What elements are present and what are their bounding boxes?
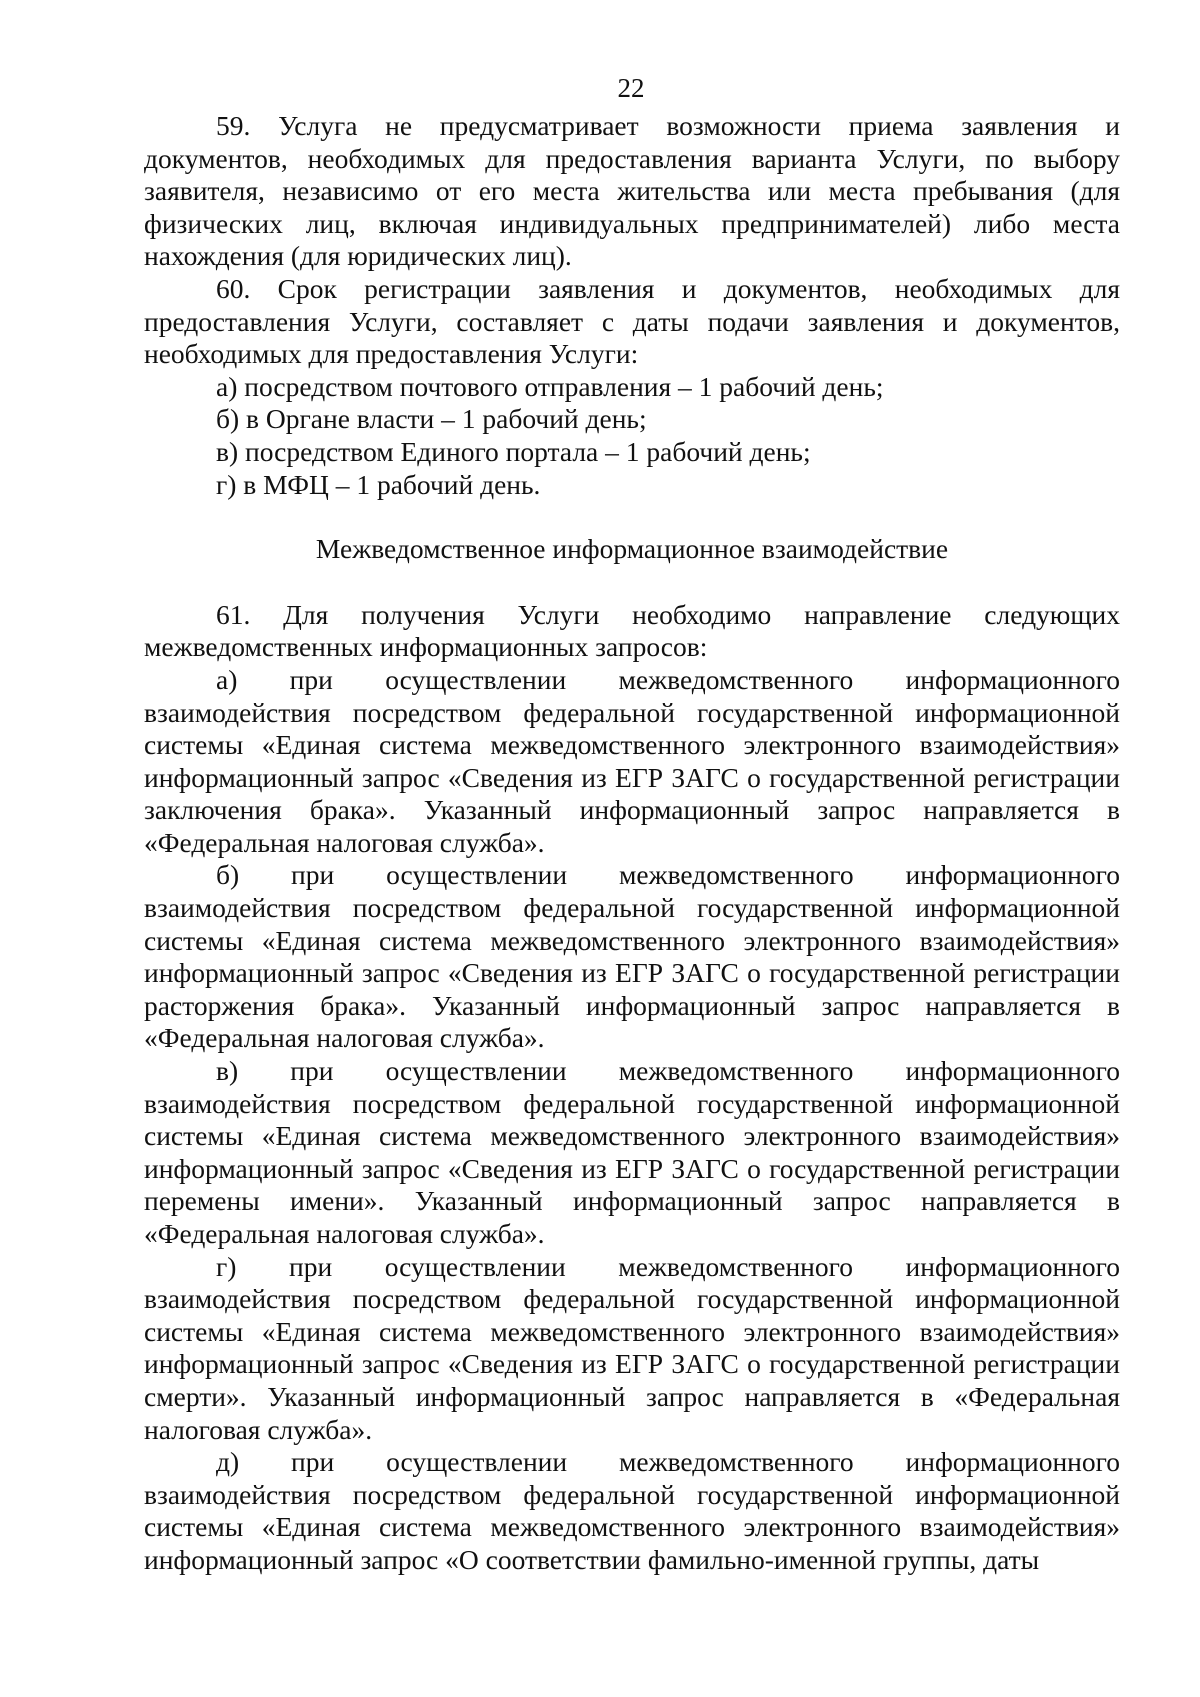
- paragraph-60-item-a: а) посредством почтового отправления – 1 рабочий день;: [216, 370, 884, 402]
- section-heading: Межведомственное информационное взаимодействие: [315, 533, 949, 565]
- paragraph-60: 60. Срок регистрации заявления и документов, необходимых для предоставления Услуги, составляет с даты подачи заявления и документов, необходимых для предоставления Услуги:: [144, 272, 1120, 370]
- paragraph-60-item-g: г) в МФЦ – 1 рабочий день.: [216, 468, 541, 500]
- paragraph-60-item-v: в) посредством Единого портала – 1 рабочий день;: [216, 435, 811, 467]
- paragraph-61-item-v: в) при осуществлении межведомственного информационного взаимодействия посредством федеральной государственной информационной системы «Единая система межведомственного электронного взаимодействия» информационный запрос «Сведения из ЕГР ЗАГС о государственной регистрации перемены имени». Указанный информационный запрос направляется в «Федеральная налоговая служба».: [144, 1055, 1120, 1249]
- paragraph-61: 61. Для получения Услуги необходимо направление следующих межведомственных информационных запросов:: [144, 598, 1120, 663]
- paragraph-61-item-g: г) при осуществлении межведомственного информационного взаимодействия посредством федеральной государственной информационной системы «Единая система межведомственного электронного взаимодействия» информационный запрос «Сведения из ЕГР ЗАГС о государственной регистрации смерти». Указанный информационный запрос направляется в «Федеральная налоговая служба».: [144, 1250, 1120, 1445]
- paragraph-61-item-d: д) при осуществлении межведомственного информационного взаимодействия посредством федеральной государственной информационной системы «Единая система межведомственного электронного взаимодействия» информационный запрос «О соответствии фамильно-именной группы, даты: [144, 1446, 1120, 1575]
- paragraph-60-item-b: б) в Органе власти – 1 рабочий день;: [216, 403, 647, 435]
- paragraph-61-item-b: б) при осуществлении межведомственного информационного взаимодействия посредством федеральной государственной информационной системы «Единая система межведомственного электронного взаимодействия» информационный запрос «Сведения из ЕГР ЗАГС о государственной регистрации расторжения брака». Указанный информационный запрос направляется в «Федеральная налоговая служба».: [144, 859, 1120, 1054]
- paragraph-61-item-a: а) при осуществлении межведомственного информационного взаимодействия посредством федеральной государственной информационной системы «Единая система межведомственного электронного взаимодействия» информационный запрос «Сведения из ЕГР ЗАГС о государственной регистрации заключения брака». Указанный информационный запрос направляется в «Федеральная налоговая служба».: [144, 663, 1120, 858]
- paragraph-59: 59. Услуга не предусматривает возможности приема заявления и документов, необходимых для предоставления варианта Услуги, по выбору заявителя, независимо от его места жительства или места пребывания (для физических лиц, включая индивидуальных предпринимателей) либо места нахождения (для юридических лиц).: [144, 110, 1120, 272]
- page-body: [144, 110, 1120, 1577]
- page-number: 22: [617, 73, 645, 103]
